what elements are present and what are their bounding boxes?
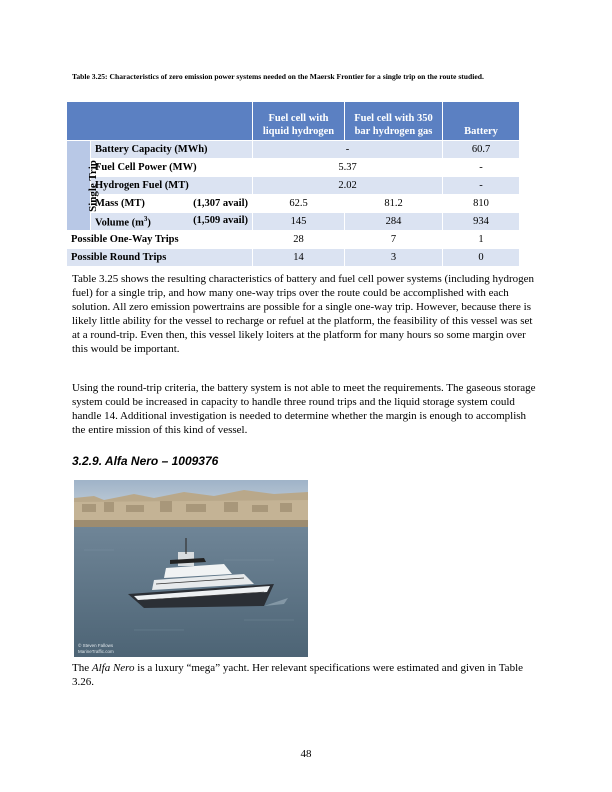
table-row (67, 159, 520, 177)
photo-credit: © Steven Fallows MarineTraffic.com (78, 643, 114, 654)
row-label: Fuel Cell Power (MW) (91, 159, 253, 177)
table-row (67, 231, 520, 249)
row-label: Hydrogen Fuel (MT) (91, 177, 253, 195)
table-cell: 145 (253, 213, 345, 231)
table-cell: 934 (443, 213, 520, 231)
yacht-illustration (74, 480, 308, 657)
table-cell: 284 (345, 213, 443, 231)
section-heading: 3.2.9. Alfa Nero – 1009376 (72, 454, 219, 468)
table-cell: - (443, 159, 520, 177)
table-cell: 2.02 (253, 177, 443, 195)
yacht-photo (74, 480, 308, 657)
table-header-row (67, 102, 520, 141)
table-cell: - (443, 177, 520, 195)
row-label: Possible Round Trips (67, 249, 253, 267)
table-row (67, 213, 520, 231)
table-cell: 81.2 (345, 195, 443, 213)
group-label-single-trip: Single Trip (67, 141, 91, 231)
row-label: Mass (MT) (1,307 avail) (91, 195, 253, 213)
table-cell: 810 (443, 195, 520, 213)
header-corner (67, 102, 253, 141)
row-label: Volume $(m^3)$ (1,509 avail) (91, 213, 253, 231)
table-row (67, 177, 520, 195)
table-cell: 3 (345, 249, 443, 267)
table-row (67, 195, 520, 213)
table-cell: 14 (253, 249, 345, 267)
power-systems-table (66, 101, 520, 267)
table-caption: Table 3.25: Characteristics of zero emission power systems needed on the Maersk Frontier for a single trip on the route studied. (72, 72, 484, 81)
page-number: 48 (300, 748, 312, 760)
row-label: Possible One-Way Trips (67, 231, 253, 249)
table-cell: 7 (345, 231, 443, 249)
body-paragraph-3: The Alfa Nero is a luxury “mega” yacht. Her relevant specifications were estimated and given in Table 3.26. (72, 662, 524, 688)
header-battery: Battery (443, 102, 520, 141)
table-cell: 1 (443, 231, 520, 249)
table-row (67, 249, 520, 267)
table-cell: 60.7 (443, 141, 520, 159)
row-label: Battery Capacity (MWh) (91, 141, 253, 159)
table-cell: 62.5 (253, 195, 345, 213)
header-fuel-cell-liquid: Fuel cell with liquid hydrogen (253, 102, 345, 141)
table-cell: 5.37 (253, 159, 443, 177)
header-fuel-cell-gas: Fuel cell with 350 bar hydrogen gas (345, 102, 443, 141)
table-cell: 0 (443, 249, 520, 267)
body-paragraph-1: Table 3.25 shows the resulting characteristics of battery and fuel cell power systems (including hydrogen fuel) for a single trip, and how many one-way trips over the route could be accomplished with each solution. All zero emission powertrains are possible for a single one-way trip. However, because there is likely little ability for the vessel to recharge or refuel at the platform, the feasibility of this vessel was set at a round-trip. Even then, this vessel likely loiters at the platform for many hours so some margin over this would be important. (72, 273, 535, 355)
body-paragraph-2: Using the round-trip criteria, the battery system is not able to meet the requirements. The gaseous storage system could be increased in capacity to handle three round trips and the liquid storage system could handle 14. Additional investigation is needed to determine whether the margin is enough to accomplish the entire mission of this kind of vessel. (72, 382, 536, 436)
table-cell: - (253, 141, 443, 159)
table-row (67, 141, 520, 159)
table-cell: 28 (253, 231, 345, 249)
